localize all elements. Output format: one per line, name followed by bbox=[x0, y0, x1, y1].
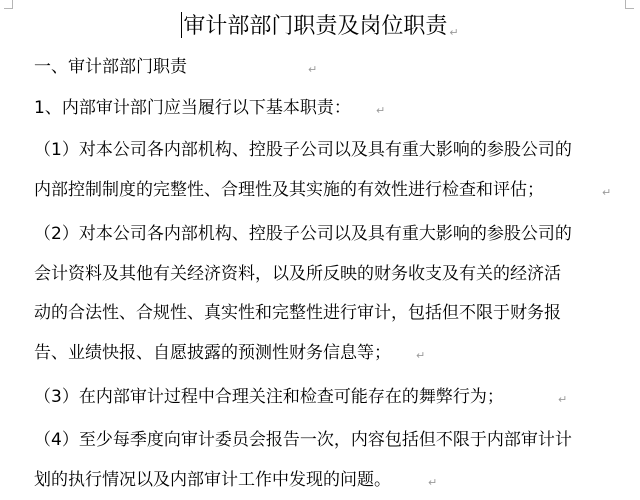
paragraph-mark-icon: ↵ bbox=[416, 349, 426, 362]
item-2-line-1: （2）对本公司各内部机构、控股子公司以及具有重大影响的参股公司的 bbox=[34, 224, 572, 244]
paragraph-intro: 1、内部审计部门应当履行以下基本职责： bbox=[34, 98, 351, 118]
item-2-line-2: 会计资料及其他有关经济资料，以及所反映的财务收支及有关的经济活 bbox=[34, 264, 561, 284]
paragraph-mark-icon: ↵ bbox=[602, 186, 612, 199]
paragraph-mark-icon: ↵ bbox=[558, 393, 568, 406]
item-4-line-1: （4）至少每季度向审计委员会报告一次，内容包括但不限于内部审计计 bbox=[34, 430, 572, 450]
paragraph-mark-icon: ↵ bbox=[449, 26, 459, 39]
item-1-line-2: 内部控制制度的完整性、合理性及其实施的有效性进行检查和评估； bbox=[34, 180, 544, 200]
document-title-line bbox=[0, 12, 640, 48]
item-2-line-4: 告、业绩快报、自愿披露的预测性财务信息等； bbox=[34, 343, 391, 363]
section-heading: 一、审计部部门职责 bbox=[34, 57, 187, 77]
paragraph-mark-icon: ↵ bbox=[376, 104, 386, 117]
page-corner-mark-left bbox=[4, 0, 13, 9]
item-2-line-3: 动的合法性、合规性、真实性和完整性进行审计，包括但不限于财务报 bbox=[34, 303, 561, 323]
item-4-line-2: 划的执行情况以及内部审计工作中发现的问题。 bbox=[34, 470, 391, 490]
item-1-line-1: （1）对本公司各内部机构、控股子公司以及具有重大影响的参股公司的 bbox=[34, 140, 572, 160]
paragraph-mark-icon: ↵ bbox=[428, 476, 438, 489]
document-title: 审计部部门职责及岗位职责 bbox=[183, 14, 448, 39]
item-3-line-1: （3）在内部审计过程中合理关注和检查可能存在的舞弊行为； bbox=[34, 387, 504, 407]
page-corner-mark-right bbox=[625, 0, 634, 9]
paragraph-mark-icon: ↵ bbox=[308, 63, 318, 76]
